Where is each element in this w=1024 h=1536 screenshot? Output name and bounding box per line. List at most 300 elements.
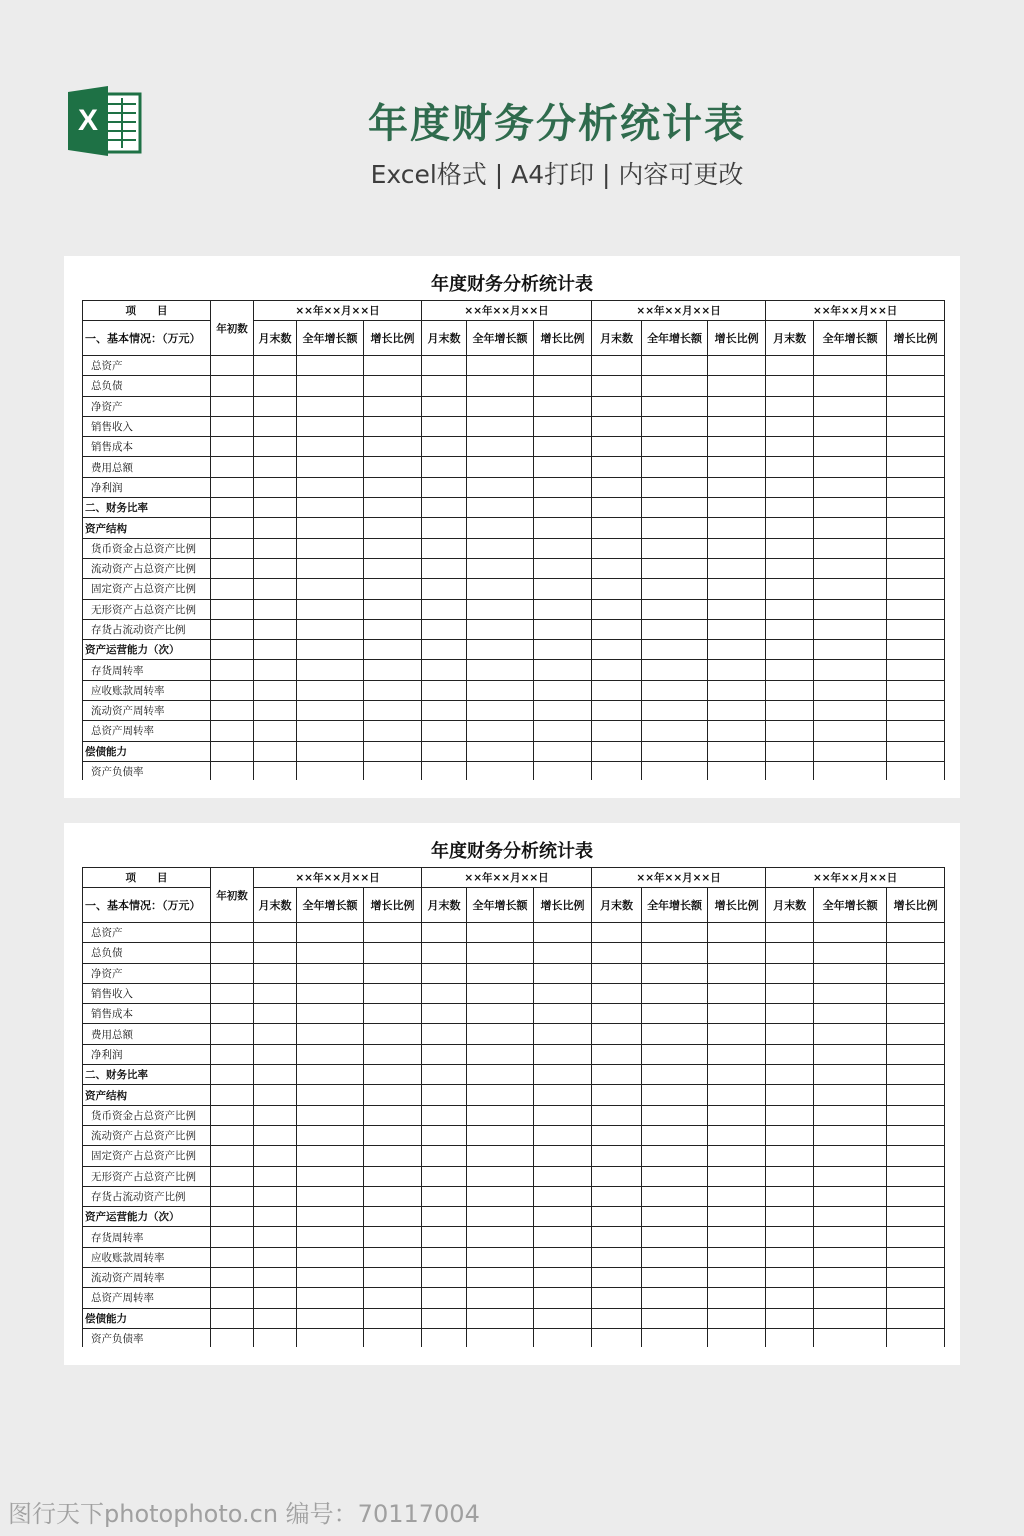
table-cell[interactable]	[467, 599, 534, 619]
table-cell[interactable]	[211, 701, 254, 721]
table-cell[interactable]	[887, 1207, 945, 1227]
table-cell[interactable]	[766, 1328, 814, 1347]
table-cell[interactable]	[708, 761, 766, 780]
table-cell[interactable]	[642, 983, 708, 1003]
table-cell[interactable]	[467, 1186, 534, 1206]
table-cell[interactable]	[254, 558, 297, 578]
table-cell[interactable]	[254, 1004, 297, 1024]
table-cell[interactable]	[887, 376, 945, 396]
table-cell[interactable]	[592, 1044, 642, 1064]
table-cell[interactable]	[534, 963, 592, 983]
table-cell[interactable]	[708, 1186, 766, 1206]
table-cell[interactable]	[766, 640, 814, 660]
table-cell[interactable]	[887, 1004, 945, 1024]
table-cell[interactable]	[534, 396, 592, 416]
table-cell[interactable]	[814, 761, 887, 780]
table-cell[interactable]	[766, 1004, 814, 1024]
table-cell[interactable]	[814, 437, 887, 457]
table-cell[interactable]	[254, 1044, 297, 1064]
table-cell[interactable]	[642, 660, 708, 680]
table-cell[interactable]	[364, 1308, 422, 1328]
table-cell[interactable]	[708, 356, 766, 376]
table-cell[interactable]	[297, 619, 364, 639]
table-cell[interactable]	[467, 983, 534, 1003]
table-cell[interactable]	[297, 1085, 364, 1105]
table-cell[interactable]	[297, 1004, 364, 1024]
table-cell[interactable]	[814, 1085, 887, 1105]
table-cell[interactable]	[254, 356, 297, 376]
table-cell[interactable]	[642, 599, 708, 619]
table-cell[interactable]	[534, 680, 592, 700]
table-cell[interactable]	[422, 741, 467, 761]
table-cell[interactable]	[887, 1288, 945, 1308]
table-cell[interactable]	[708, 1268, 766, 1288]
table-cell[interactable]	[642, 1247, 708, 1267]
table-cell[interactable]	[766, 923, 814, 943]
table-cell[interactable]	[297, 599, 364, 619]
table-cell[interactable]	[364, 761, 422, 780]
table-cell[interactable]	[422, 1207, 467, 1227]
table-cell[interactable]	[642, 518, 708, 538]
table-cell[interactable]	[708, 457, 766, 477]
table-cell[interactable]	[211, 356, 254, 376]
table-cell[interactable]	[467, 640, 534, 660]
table-cell[interactable]	[422, 680, 467, 700]
table-cell[interactable]	[297, 376, 364, 396]
table-cell[interactable]	[297, 498, 364, 518]
table-cell[interactable]	[534, 558, 592, 578]
table-cell[interactable]	[211, 640, 254, 660]
table-cell[interactable]	[534, 376, 592, 396]
table-cell[interactable]	[254, 721, 297, 741]
table-cell[interactable]	[534, 1105, 592, 1125]
table-cell[interactable]	[887, 1024, 945, 1044]
table-cell[interactable]	[642, 943, 708, 963]
table-cell[interactable]	[642, 640, 708, 660]
table-cell[interactable]	[592, 1328, 642, 1347]
table-cell[interactable]	[642, 963, 708, 983]
table-cell[interactable]	[297, 1186, 364, 1206]
table-cell[interactable]	[814, 518, 887, 538]
table-cell[interactable]	[254, 599, 297, 619]
table-cell[interactable]	[254, 1186, 297, 1206]
table-cell[interactable]	[592, 1268, 642, 1288]
table-cell[interactable]	[887, 356, 945, 376]
table-cell[interactable]	[364, 1288, 422, 1308]
table-cell[interactable]	[297, 943, 364, 963]
table-cell[interactable]	[254, 1146, 297, 1166]
table-cell[interactable]	[592, 579, 642, 599]
table-cell[interactable]	[708, 396, 766, 416]
table-cell[interactable]	[467, 1227, 534, 1247]
table-cell[interactable]	[297, 1166, 364, 1186]
table-cell[interactable]	[467, 1085, 534, 1105]
table-cell[interactable]	[467, 963, 534, 983]
table-cell[interactable]	[422, 1105, 467, 1125]
table-cell[interactable]	[642, 1024, 708, 1044]
table-cell[interactable]	[708, 1288, 766, 1308]
table-cell[interactable]	[766, 721, 814, 741]
table-cell[interactable]	[814, 1268, 887, 1288]
table-cell[interactable]	[254, 1085, 297, 1105]
table-cell[interactable]	[422, 498, 467, 518]
table-cell[interactable]	[364, 1004, 422, 1024]
table-cell[interactable]	[467, 943, 534, 963]
table-cell[interactable]	[592, 1166, 642, 1186]
table-cell[interactable]	[814, 1024, 887, 1044]
table-cell[interactable]	[814, 416, 887, 436]
table-cell[interactable]	[467, 457, 534, 477]
table-cell[interactable]	[534, 1308, 592, 1328]
table-cell[interactable]	[708, 376, 766, 396]
table-cell[interactable]	[814, 741, 887, 761]
table-cell[interactable]	[708, 518, 766, 538]
table-cell[interactable]	[467, 1308, 534, 1328]
table-cell[interactable]	[592, 538, 642, 558]
table-cell[interactable]	[887, 1308, 945, 1328]
table-cell[interactable]	[422, 721, 467, 741]
table-cell[interactable]	[211, 660, 254, 680]
table-cell[interactable]	[642, 923, 708, 943]
table-cell[interactable]	[642, 1085, 708, 1105]
table-cell[interactable]	[642, 1227, 708, 1247]
table-cell[interactable]	[592, 721, 642, 741]
table-cell[interactable]	[364, 1186, 422, 1206]
table-cell[interactable]	[592, 741, 642, 761]
table-cell[interactable]	[592, 1288, 642, 1308]
table-cell[interactable]	[766, 701, 814, 721]
table-cell[interactable]	[211, 963, 254, 983]
table-cell[interactable]	[364, 538, 422, 558]
table-cell[interactable]	[592, 477, 642, 497]
table-cell[interactable]	[422, 1186, 467, 1206]
table-cell[interactable]	[814, 619, 887, 639]
table-cell[interactable]	[708, 619, 766, 639]
table-cell[interactable]	[364, 741, 422, 761]
table-cell[interactable]	[708, 963, 766, 983]
table-cell[interactable]	[467, 741, 534, 761]
table-cell[interactable]	[467, 923, 534, 943]
table-cell[interactable]	[708, 599, 766, 619]
table-cell[interactable]	[814, 1105, 887, 1125]
table-cell[interactable]	[534, 1024, 592, 1044]
table-cell[interactable]	[592, 1024, 642, 1044]
table-cell[interactable]	[814, 1065, 887, 1085]
table-cell[interactable]	[887, 498, 945, 518]
table-cell[interactable]	[254, 983, 297, 1003]
table-cell[interactable]	[814, 498, 887, 518]
table-cell[interactable]	[766, 1308, 814, 1328]
table-cell[interactable]	[364, 477, 422, 497]
table-cell[interactable]	[364, 416, 422, 436]
table-cell[interactable]	[766, 1125, 814, 1145]
table-cell[interactable]	[467, 1044, 534, 1064]
table-cell[interactable]	[467, 477, 534, 497]
table-cell[interactable]	[887, 721, 945, 741]
table-cell[interactable]	[887, 963, 945, 983]
table-cell[interactable]	[254, 579, 297, 599]
table-cell[interactable]	[254, 943, 297, 963]
table-cell[interactable]	[708, 1308, 766, 1328]
table-cell[interactable]	[708, 741, 766, 761]
table-cell[interactable]	[534, 1065, 592, 1085]
table-cell[interactable]	[592, 1146, 642, 1166]
table-cell[interactable]	[364, 619, 422, 639]
table-cell[interactable]	[814, 1288, 887, 1308]
table-cell[interactable]	[887, 416, 945, 436]
table-cell[interactable]	[467, 619, 534, 639]
table-cell[interactable]	[364, 943, 422, 963]
table-cell[interactable]	[814, 983, 887, 1003]
table-cell[interactable]	[211, 1065, 254, 1085]
table-cell[interactable]	[642, 477, 708, 497]
table-cell[interactable]	[887, 1268, 945, 1288]
table-cell[interactable]	[642, 1288, 708, 1308]
table-cell[interactable]	[642, 1308, 708, 1328]
table-cell[interactable]	[708, 721, 766, 741]
table-cell[interactable]	[766, 1227, 814, 1247]
table-cell[interactable]	[708, 416, 766, 436]
table-cell[interactable]	[887, 477, 945, 497]
table-cell[interactable]	[814, 376, 887, 396]
table-cell[interactable]	[297, 1105, 364, 1125]
table-cell[interactable]	[766, 761, 814, 780]
table-cell[interactable]	[642, 538, 708, 558]
table-cell[interactable]	[254, 396, 297, 416]
table-cell[interactable]	[467, 1328, 534, 1347]
table-cell[interactable]	[467, 376, 534, 396]
table-cell[interactable]	[211, 599, 254, 619]
table-cell[interactable]	[708, 923, 766, 943]
table-cell[interactable]	[297, 721, 364, 741]
table-cell[interactable]	[364, 701, 422, 721]
table-cell[interactable]	[534, 1085, 592, 1105]
table-cell[interactable]	[254, 1268, 297, 1288]
table-cell[interactable]	[364, 1207, 422, 1227]
table-cell[interactable]	[297, 741, 364, 761]
table-cell[interactable]	[814, 1328, 887, 1347]
table-cell[interactable]	[766, 579, 814, 599]
table-cell[interactable]	[211, 741, 254, 761]
table-cell[interactable]	[534, 721, 592, 741]
table-cell[interactable]	[766, 1105, 814, 1125]
table-cell[interactable]	[467, 1105, 534, 1125]
table-cell[interactable]	[467, 437, 534, 457]
table-cell[interactable]	[766, 943, 814, 963]
table-cell[interactable]	[534, 1166, 592, 1186]
table-cell[interactable]	[422, 558, 467, 578]
table-cell[interactable]	[766, 558, 814, 578]
table-cell[interactable]	[708, 558, 766, 578]
table-cell[interactable]	[766, 1146, 814, 1166]
table-cell[interactable]	[467, 1065, 534, 1085]
table-cell[interactable]	[211, 1004, 254, 1024]
table-cell[interactable]	[364, 680, 422, 700]
table-cell[interactable]	[708, 1065, 766, 1085]
table-cell[interactable]	[364, 983, 422, 1003]
table-cell[interactable]	[211, 1308, 254, 1328]
table-cell[interactable]	[814, 721, 887, 741]
table-cell[interactable]	[254, 1024, 297, 1044]
table-cell[interactable]	[422, 396, 467, 416]
table-cell[interactable]	[422, 1268, 467, 1288]
table-cell[interactable]	[708, 640, 766, 660]
table-cell[interactable]	[766, 396, 814, 416]
table-cell[interactable]	[422, 923, 467, 943]
table-cell[interactable]	[642, 741, 708, 761]
table-cell[interactable]	[467, 396, 534, 416]
table-cell[interactable]	[422, 619, 467, 639]
table-cell[interactable]	[534, 1288, 592, 1308]
table-cell[interactable]	[534, 538, 592, 558]
table-cell[interactable]	[766, 498, 814, 518]
table-cell[interactable]	[422, 1146, 467, 1166]
table-cell[interactable]	[211, 558, 254, 578]
table-cell[interactable]	[254, 640, 297, 660]
table-cell[interactable]	[534, 1328, 592, 1347]
table-cell[interactable]	[297, 477, 364, 497]
table-cell[interactable]	[254, 701, 297, 721]
table-cell[interactable]	[887, 1065, 945, 1085]
table-cell[interactable]	[211, 538, 254, 558]
table-cell[interactable]	[766, 599, 814, 619]
table-cell[interactable]	[766, 457, 814, 477]
table-cell[interactable]	[642, 396, 708, 416]
table-cell[interactable]	[422, 1085, 467, 1105]
table-cell[interactable]	[814, 701, 887, 721]
table-cell[interactable]	[211, 1186, 254, 1206]
table-cell[interactable]	[814, 1004, 887, 1024]
table-cell[interactable]	[887, 599, 945, 619]
table-cell[interactable]	[297, 1247, 364, 1267]
table-cell[interactable]	[534, 498, 592, 518]
table-cell[interactable]	[642, 416, 708, 436]
table-cell[interactable]	[814, 943, 887, 963]
table-cell[interactable]	[766, 376, 814, 396]
table-cell[interactable]	[534, 660, 592, 680]
table-cell[interactable]	[467, 721, 534, 741]
table-cell[interactable]	[534, 1004, 592, 1024]
table-cell[interactable]	[422, 1004, 467, 1024]
table-cell[interactable]	[642, 498, 708, 518]
table-cell[interactable]	[297, 1024, 364, 1044]
table-cell[interactable]	[534, 701, 592, 721]
table-cell[interactable]	[364, 1105, 422, 1125]
table-cell[interactable]	[211, 376, 254, 396]
table-cell[interactable]	[708, 1044, 766, 1064]
table-cell[interactable]	[766, 518, 814, 538]
table-cell[interactable]	[592, 437, 642, 457]
table-cell[interactable]	[814, 963, 887, 983]
table-cell[interactable]	[534, 1146, 592, 1166]
table-cell[interactable]	[887, 538, 945, 558]
table-cell[interactable]	[534, 518, 592, 538]
table-cell[interactable]	[592, 1065, 642, 1085]
table-cell[interactable]	[422, 599, 467, 619]
table-cell[interactable]	[534, 1227, 592, 1247]
table-cell[interactable]	[467, 558, 534, 578]
table-cell[interactable]	[297, 457, 364, 477]
table-cell[interactable]	[642, 376, 708, 396]
table-cell[interactable]	[814, 1308, 887, 1328]
table-cell[interactable]	[211, 1247, 254, 1267]
table-cell[interactable]	[254, 518, 297, 538]
table-cell[interactable]	[534, 356, 592, 376]
table-cell[interactable]	[766, 437, 814, 457]
table-cell[interactable]	[254, 1065, 297, 1085]
table-cell[interactable]	[297, 538, 364, 558]
table-cell[interactable]	[211, 943, 254, 963]
table-cell[interactable]	[534, 457, 592, 477]
table-cell[interactable]	[422, 1247, 467, 1267]
table-cell[interactable]	[364, 963, 422, 983]
table-cell[interactable]	[422, 538, 467, 558]
table-cell[interactable]	[534, 599, 592, 619]
table-cell[interactable]	[708, 1024, 766, 1044]
table-cell[interactable]	[254, 1288, 297, 1308]
table-cell[interactable]	[592, 376, 642, 396]
table-cell[interactable]	[642, 457, 708, 477]
table-cell[interactable]	[364, 1247, 422, 1267]
table-cell[interactable]	[766, 1085, 814, 1105]
table-cell[interactable]	[422, 640, 467, 660]
table-cell[interactable]	[422, 1166, 467, 1186]
table-cell[interactable]	[766, 1268, 814, 1288]
table-cell[interactable]	[297, 761, 364, 780]
table-cell[interactable]	[422, 1308, 467, 1328]
table-cell[interactable]	[211, 477, 254, 497]
table-cell[interactable]	[534, 437, 592, 457]
table-cell[interactable]	[708, 680, 766, 700]
table-cell[interactable]	[708, 1146, 766, 1166]
table-cell[interactable]	[887, 518, 945, 538]
table-cell[interactable]	[592, 356, 642, 376]
table-cell[interactable]	[467, 761, 534, 780]
table-cell[interactable]	[297, 1044, 364, 1064]
table-cell[interactable]	[364, 1268, 422, 1288]
table-cell[interactable]	[364, 1065, 422, 1085]
table-cell[interactable]	[364, 1125, 422, 1145]
table-cell[interactable]	[254, 1227, 297, 1247]
table-cell[interactable]	[467, 518, 534, 538]
table-cell[interactable]	[211, 1328, 254, 1347]
table-cell[interactable]	[364, 376, 422, 396]
table-cell[interactable]	[642, 1207, 708, 1227]
table-cell[interactable]	[766, 1044, 814, 1064]
table-cell[interactable]	[297, 518, 364, 538]
table-cell[interactable]	[592, 640, 642, 660]
table-cell[interactable]	[534, 416, 592, 436]
table-cell[interactable]	[254, 1105, 297, 1125]
table-cell[interactable]	[297, 1308, 364, 1328]
table-cell[interactable]	[708, 660, 766, 680]
table-cell[interactable]	[887, 660, 945, 680]
table-cell[interactable]	[254, 1125, 297, 1145]
table-cell[interactable]	[534, 1125, 592, 1145]
table-cell[interactable]	[364, 1146, 422, 1166]
table-cell[interactable]	[297, 356, 364, 376]
table-cell[interactable]	[364, 498, 422, 518]
table-cell[interactable]	[467, 416, 534, 436]
table-cell[interactable]	[254, 538, 297, 558]
table-cell[interactable]	[534, 619, 592, 639]
table-cell[interactable]	[297, 923, 364, 943]
table-cell[interactable]	[211, 1105, 254, 1125]
table-cell[interactable]	[364, 923, 422, 943]
table-cell[interactable]	[887, 1247, 945, 1267]
table-cell[interactable]	[254, 741, 297, 761]
table-cell[interactable]	[592, 983, 642, 1003]
